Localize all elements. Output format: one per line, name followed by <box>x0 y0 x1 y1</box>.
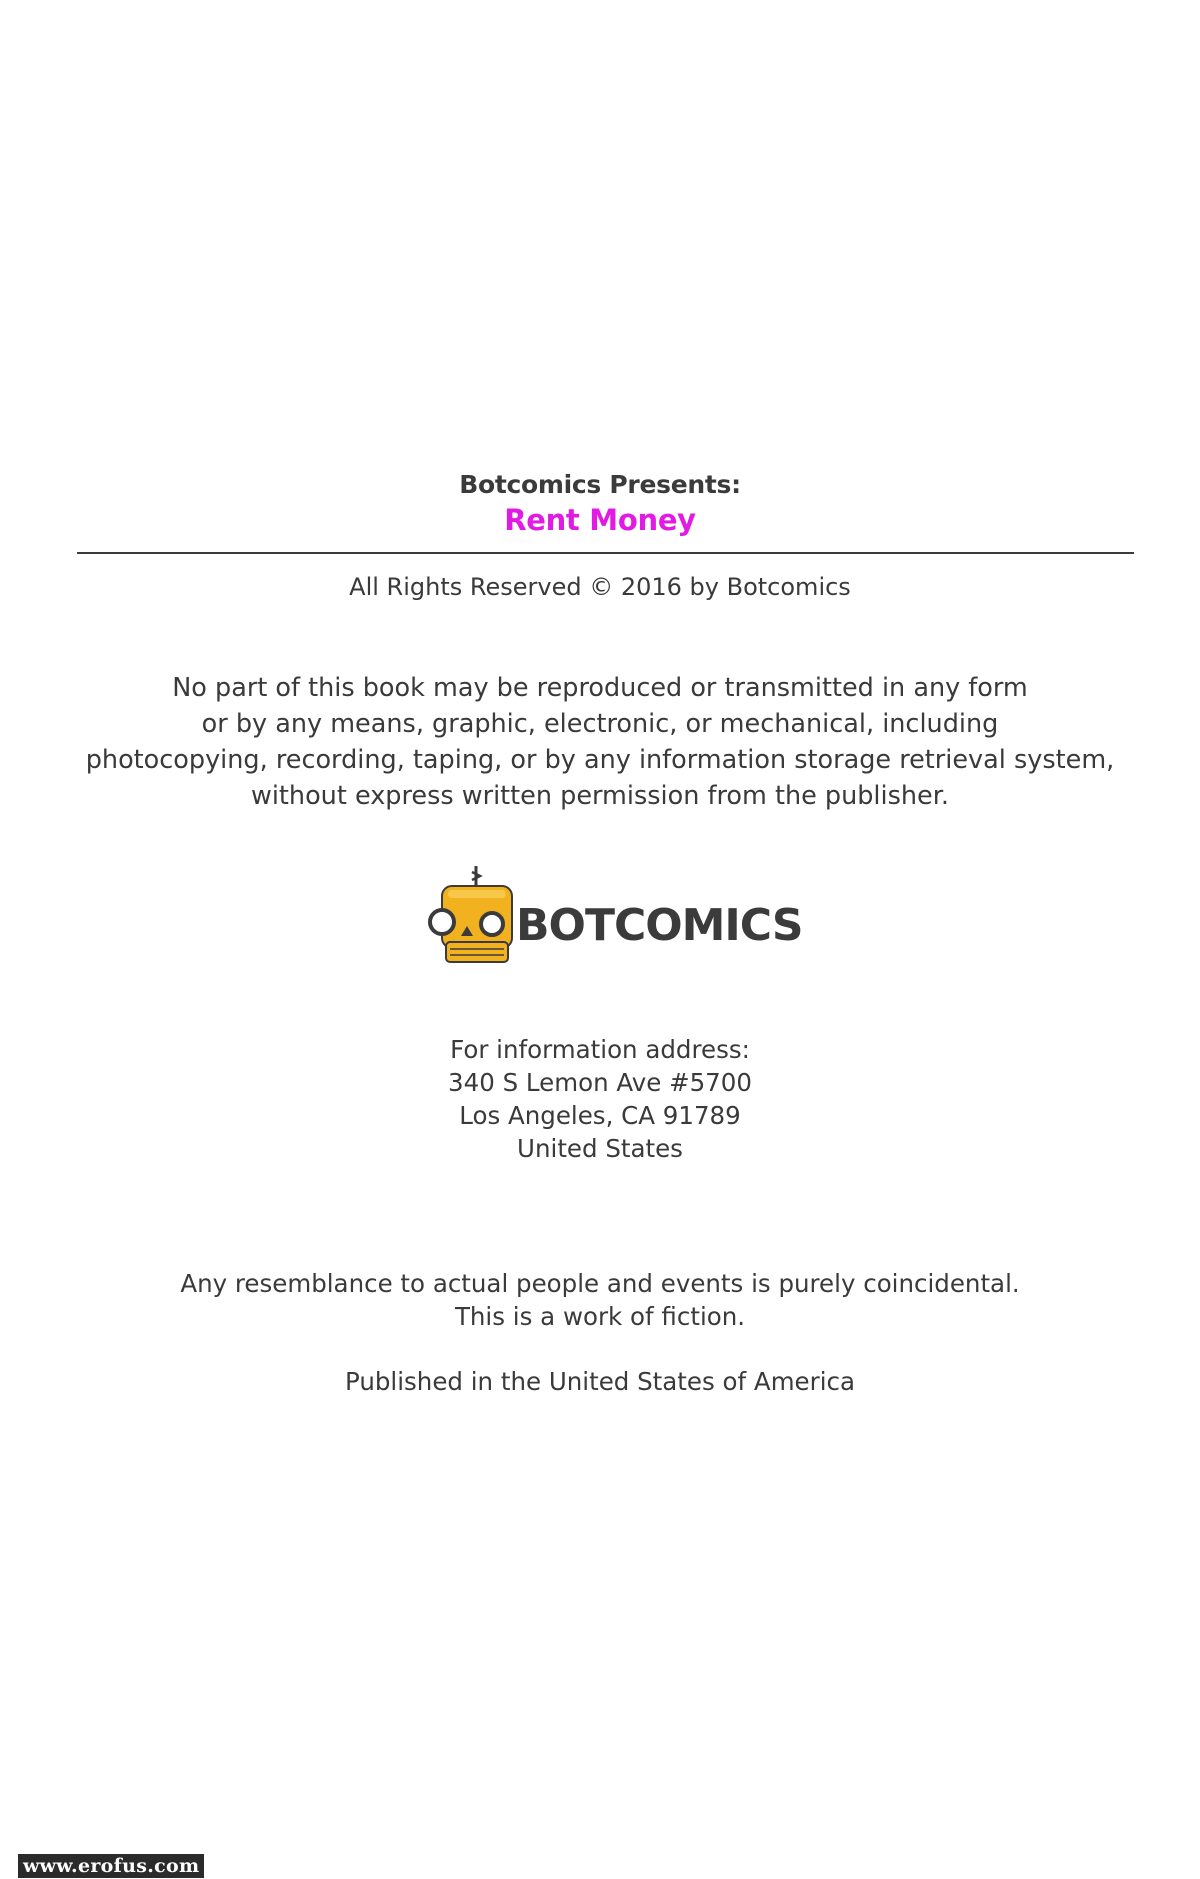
address-line: Los Angeles, CA 91789 <box>459 1101 741 1130</box>
rights-statement: All Rights Reserved © 2016 by Botcomics <box>349 573 851 601</box>
address-line: For information address: <box>450 1035 750 1064</box>
disclaimer-line: This is a work of fiction. <box>454 1302 746 1331</box>
presents-heading: Botcomics Presents: <box>459 470 741 499</box>
address-line: United States <box>517 1134 683 1163</box>
notice-line: or by any means, graphic, electronic, or mechanical, including <box>201 709 999 739</box>
book-title: Rent Money <box>504 503 696 537</box>
notice-line: without express written permission from the publisher. <box>250 781 949 811</box>
notice-line: No part of this book may be reproduced or transmitted in any form <box>172 673 1028 703</box>
publisher-wordmark: BOTCOMICS <box>516 900 803 951</box>
address-line: 340 S Lemon Ave #5700 <box>448 1068 752 1097</box>
site-watermark: www.erofus.com <box>18 1854 204 1878</box>
reproduction-notice <box>0 670 1200 814</box>
fiction-disclaimer <box>0 1267 1200 1333</box>
notice-line: photocopying, recording, taping, or by any information storage retrieval system, <box>85 745 1115 775</box>
published-statement: Published in the United States of America <box>344 1367 855 1396</box>
disclaimer-line: Any resemblance to actual people and events is purely coincidental. <box>180 1269 1020 1298</box>
contact-address <box>0 1033 1200 1165</box>
divider <box>77 552 1134 554</box>
